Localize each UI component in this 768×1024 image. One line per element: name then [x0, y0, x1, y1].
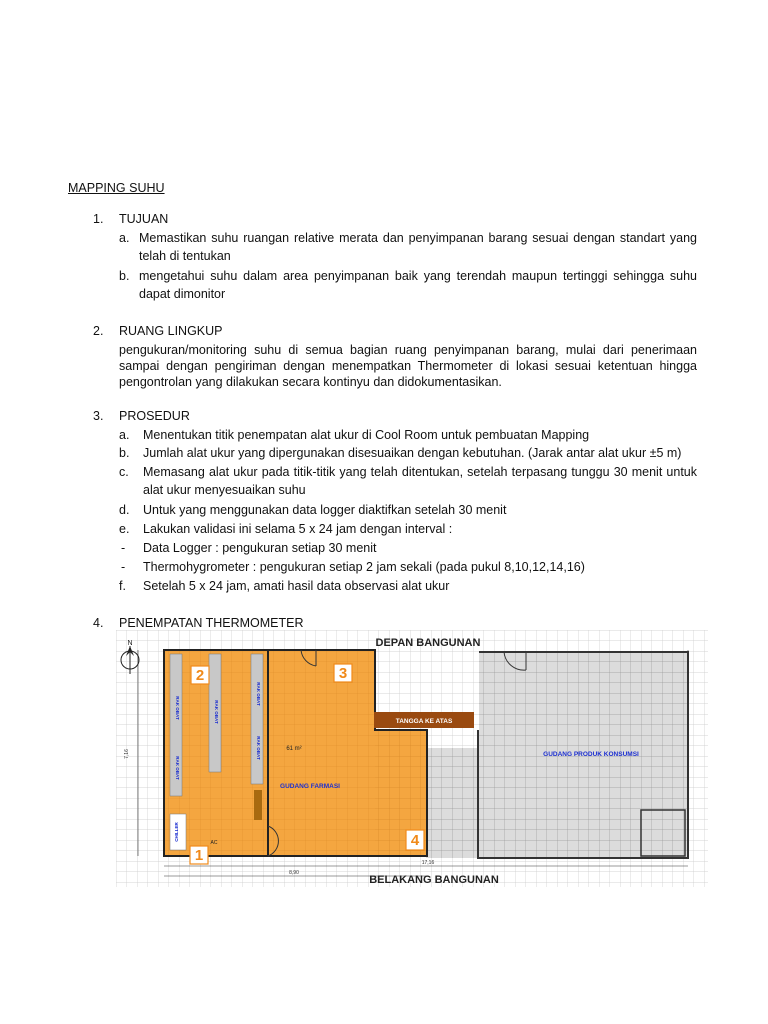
stair-label: TANGGA KE ATAS — [395, 718, 453, 725]
document-title: MAPPING SUHU — [68, 181, 165, 195]
item-1a-mark: a. — [119, 231, 130, 245]
dim-left-width: 8,90 — [289, 870, 299, 876]
rack-label-4: RAK OBAT — [256, 682, 261, 706]
item-3c-mark: c. — [119, 465, 129, 479]
rack-label-5: RAK OBAT — [256, 736, 261, 760]
item-3d-mark: d. — [119, 503, 130, 517]
item-3f-mark: f. — [119, 579, 126, 593]
dim-height: 7,16 — [124, 749, 130, 759]
item-1a-text: Memastikan suhu ruangan relative merata dan penyimpanan barang sesuai dengan standart yang telah di tentukan — [139, 231, 697, 263]
section-2-paragraph: pengukuran/monitoring suhu di semua bagian ruang penyimpanan barang, mulai dari penerimaan sampai dengan pengiriman dengan menempatkan Thermometer di lokasi sesuai ketentuan hingga pengontrolan yang dilakukan secara kontinyu dan didokumentasikan. — [119, 343, 697, 389]
svg-text:1: 1 — [194, 847, 204, 864]
section-4-heading: PENEMPATAN THERMOMETER — [119, 616, 304, 630]
marker-4 — [406, 830, 424, 850]
item-3b-text: Jumlah alat ukur yang dipergunakan disesuaikan dengan kebutuhan. (Jarak antar alat ukur ±5 m) — [143, 446, 682, 460]
floor-plan — [116, 630, 708, 887]
plan-top-label: DEPAN BANGUNAN — [375, 637, 481, 649]
compass-label: N — [127, 640, 133, 647]
plan-bottom-label: BELAKANG BANGUNAN — [369, 874, 499, 886]
item-3a-text: Menentukan titik penempatan alat ukur di Cool Room untuk pembuatan Mapping — [143, 428, 590, 442]
area-label: 61 m² — [286, 746, 302, 752]
item-3-dash1-mark: - — [121, 541, 126, 555]
marker-2 — [191, 666, 209, 684]
svg-text:4: 4 — [410, 832, 420, 849]
section-2-heading: RUANG LINGKUP — [119, 324, 223, 338]
item-3e-mark: e. — [119, 522, 130, 536]
item-3b-mark: b. — [119, 446, 130, 460]
dim-total-width: 17,16 — [421, 860, 435, 866]
ac-label: AC — [210, 840, 218, 846]
item-3f-text: Setelah 5 x 24 jam, amati hasil data observasi alat ukur — [143, 579, 450, 593]
section-4-number: 4. — [93, 616, 104, 630]
section-3-number: 3. — [93, 409, 104, 423]
item-3-dash2-mark: - — [121, 560, 126, 574]
gudang-farmasi-label: GUDANG FARMASI — [280, 783, 340, 790]
item-3-dash1-text: Data Logger : pengukuran setiap 30 menit — [143, 541, 377, 555]
rack-label-2: RAK OBAT — [175, 756, 180, 780]
item-3c-text: Memasang alat ukur pada titik-titik yang telah ditentukan, setelah terpasang tunggu 30 menit untuk alat ukur menyesuaikan suhu — [143, 465, 697, 497]
section-3-heading: PROSEDUR — [119, 409, 190, 423]
svg-text:3: 3 — [338, 665, 348, 682]
section-1-number: 1. — [93, 212, 104, 226]
item-3a-mark: a. — [119, 428, 130, 442]
section-1-heading: TUJUAN — [119, 212, 169, 226]
marker-1 — [190, 846, 208, 864]
marker-3 — [334, 664, 352, 682]
rack-label-1: RAK OBAT — [175, 696, 180, 720]
chiller-label: CHILLER — [174, 822, 179, 842]
item-3-dash2-text: Thermohygrometer : pengukuran setiap 2 jam sekali (pada pukul 8,10,12,14,16) — [143, 560, 585, 574]
item-1b-text: mengetahui suhu dalam area penyimpanan baik yang terendah maupun tertinggi sehingga suhu dapat dimonitor — [139, 269, 697, 301]
item-3d-text: Untuk yang menggunakan data logger diaktifkan setelah 30 menit — [143, 503, 507, 517]
section-2-number: 2. — [93, 324, 104, 338]
rack-label-3: RAK OBAT — [214, 700, 219, 724]
svg-text:2: 2 — [195, 667, 205, 684]
gudang-konsumsi-label: GUDANG PRODUK KONSUMSI — [543, 751, 639, 758]
item-3e-text: Lakukan validasi ini selama 5 x 24 jam dengan interval : — [143, 522, 453, 536]
item-1b-mark: b. — [119, 269, 130, 283]
